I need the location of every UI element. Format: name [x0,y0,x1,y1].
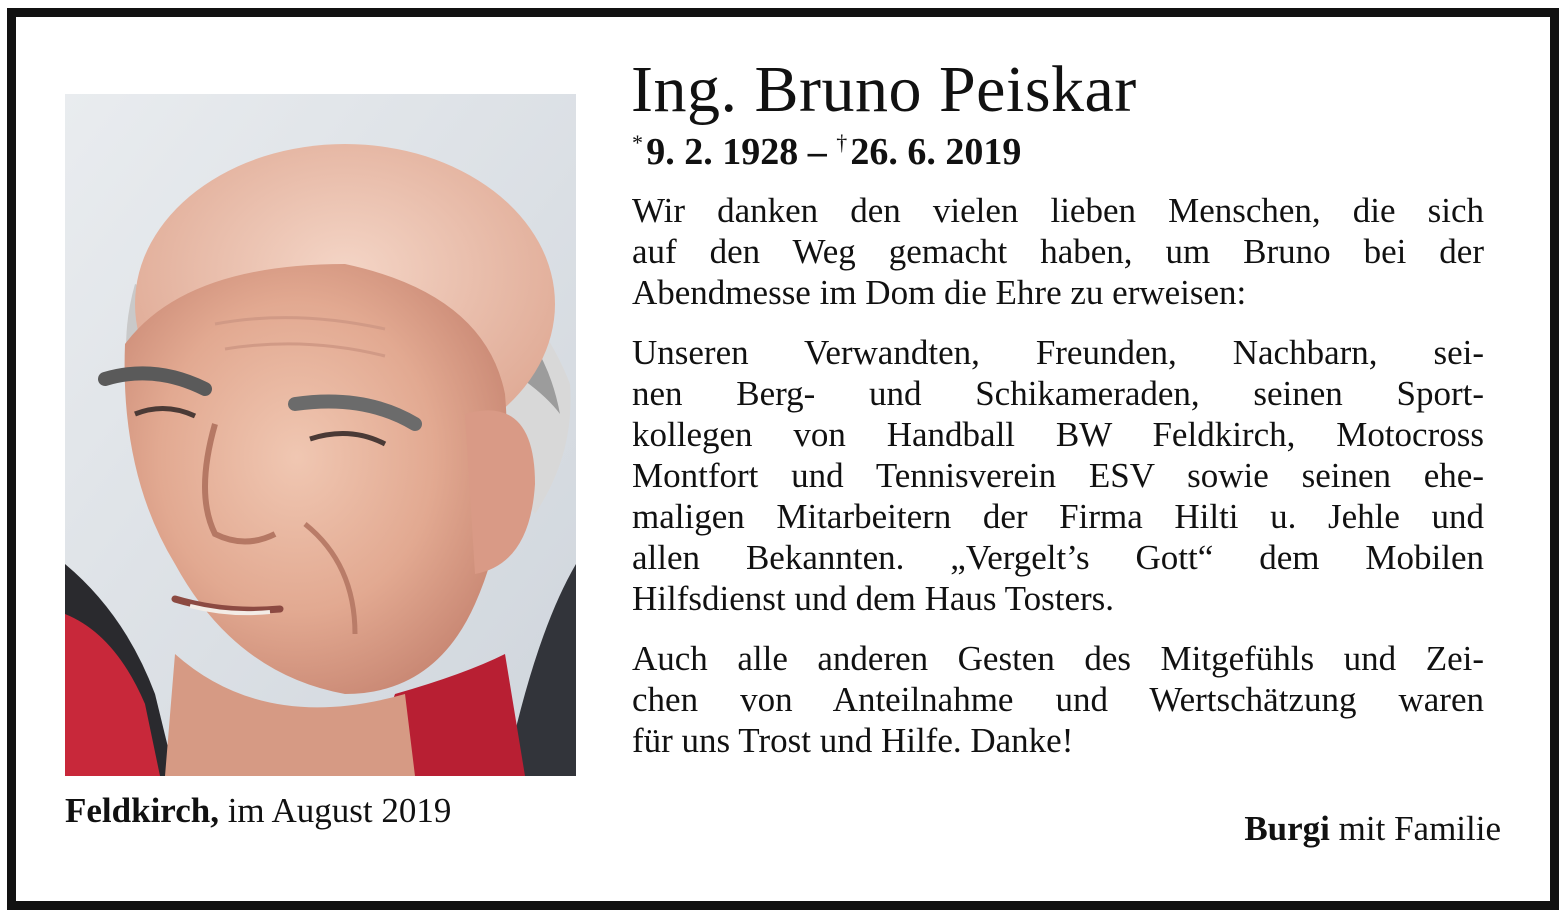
date-separator: – [798,131,837,173]
text-line: Auch alle anderen Gesten des Mitgefühls und Zei- [632,639,1484,678]
birth-symbol: * [632,130,643,155]
text-line: chen von Anteilnahme und Wertschätzung waren [632,680,1484,719]
text-line: auf den Weg gemacht haben, um Bruno bei der [632,232,1484,271]
paragraph-recipients [632,332,1484,619]
death-symbol: † [836,130,848,155]
paragraph-thanks [632,190,1484,313]
signature-suffix: mit Familie [1329,809,1501,848]
thank-you-text [632,190,1484,780]
text-line: kollegen von Handball BW Feldkirch, Motocross [632,415,1484,454]
text-line: Abendmesse im Dom die Ehre zu erweisen: [632,273,1247,312]
caption-date: im August 2019 [218,791,452,830]
text-line: allen Bekannten. „Vergelt’s Gott“ dem Mobilen [632,538,1484,577]
text-line: maligen Mitarbeitern der Firma Hilti u. Jehle und [632,497,1484,536]
caption-place: Feldkirch, [65,791,219,830]
paragraph-closing [632,638,1484,761]
date-place-caption [65,791,451,831]
portrait-photo [65,94,576,776]
text-line: Unseren Verwandten, Freunden, Nachbarn, sei- [632,333,1484,372]
text-line: nen Berg- und Schikameraden, seinen Sport- [632,374,1484,413]
life-dates [632,130,1021,174]
text-line: Montfort und Tennisverein ESV sowie seinen ehe- [632,456,1484,495]
text-line: Wir danken den vielen lieben Menschen, die sich [632,191,1484,230]
text-line: Hilfsdienst und dem Haus Tosters. [632,579,1115,618]
text-line: für uns Trost und Hilfe. Danke! [632,721,1074,760]
death-date: 26. 6. 2019 [850,131,1022,173]
birth-date: 9. 2. 1928 [646,131,799,173]
signature [1244,809,1501,849]
deceased-name: Ing. Bruno Peiskar [631,53,1137,126]
signature-name: Burgi [1244,809,1330,848]
